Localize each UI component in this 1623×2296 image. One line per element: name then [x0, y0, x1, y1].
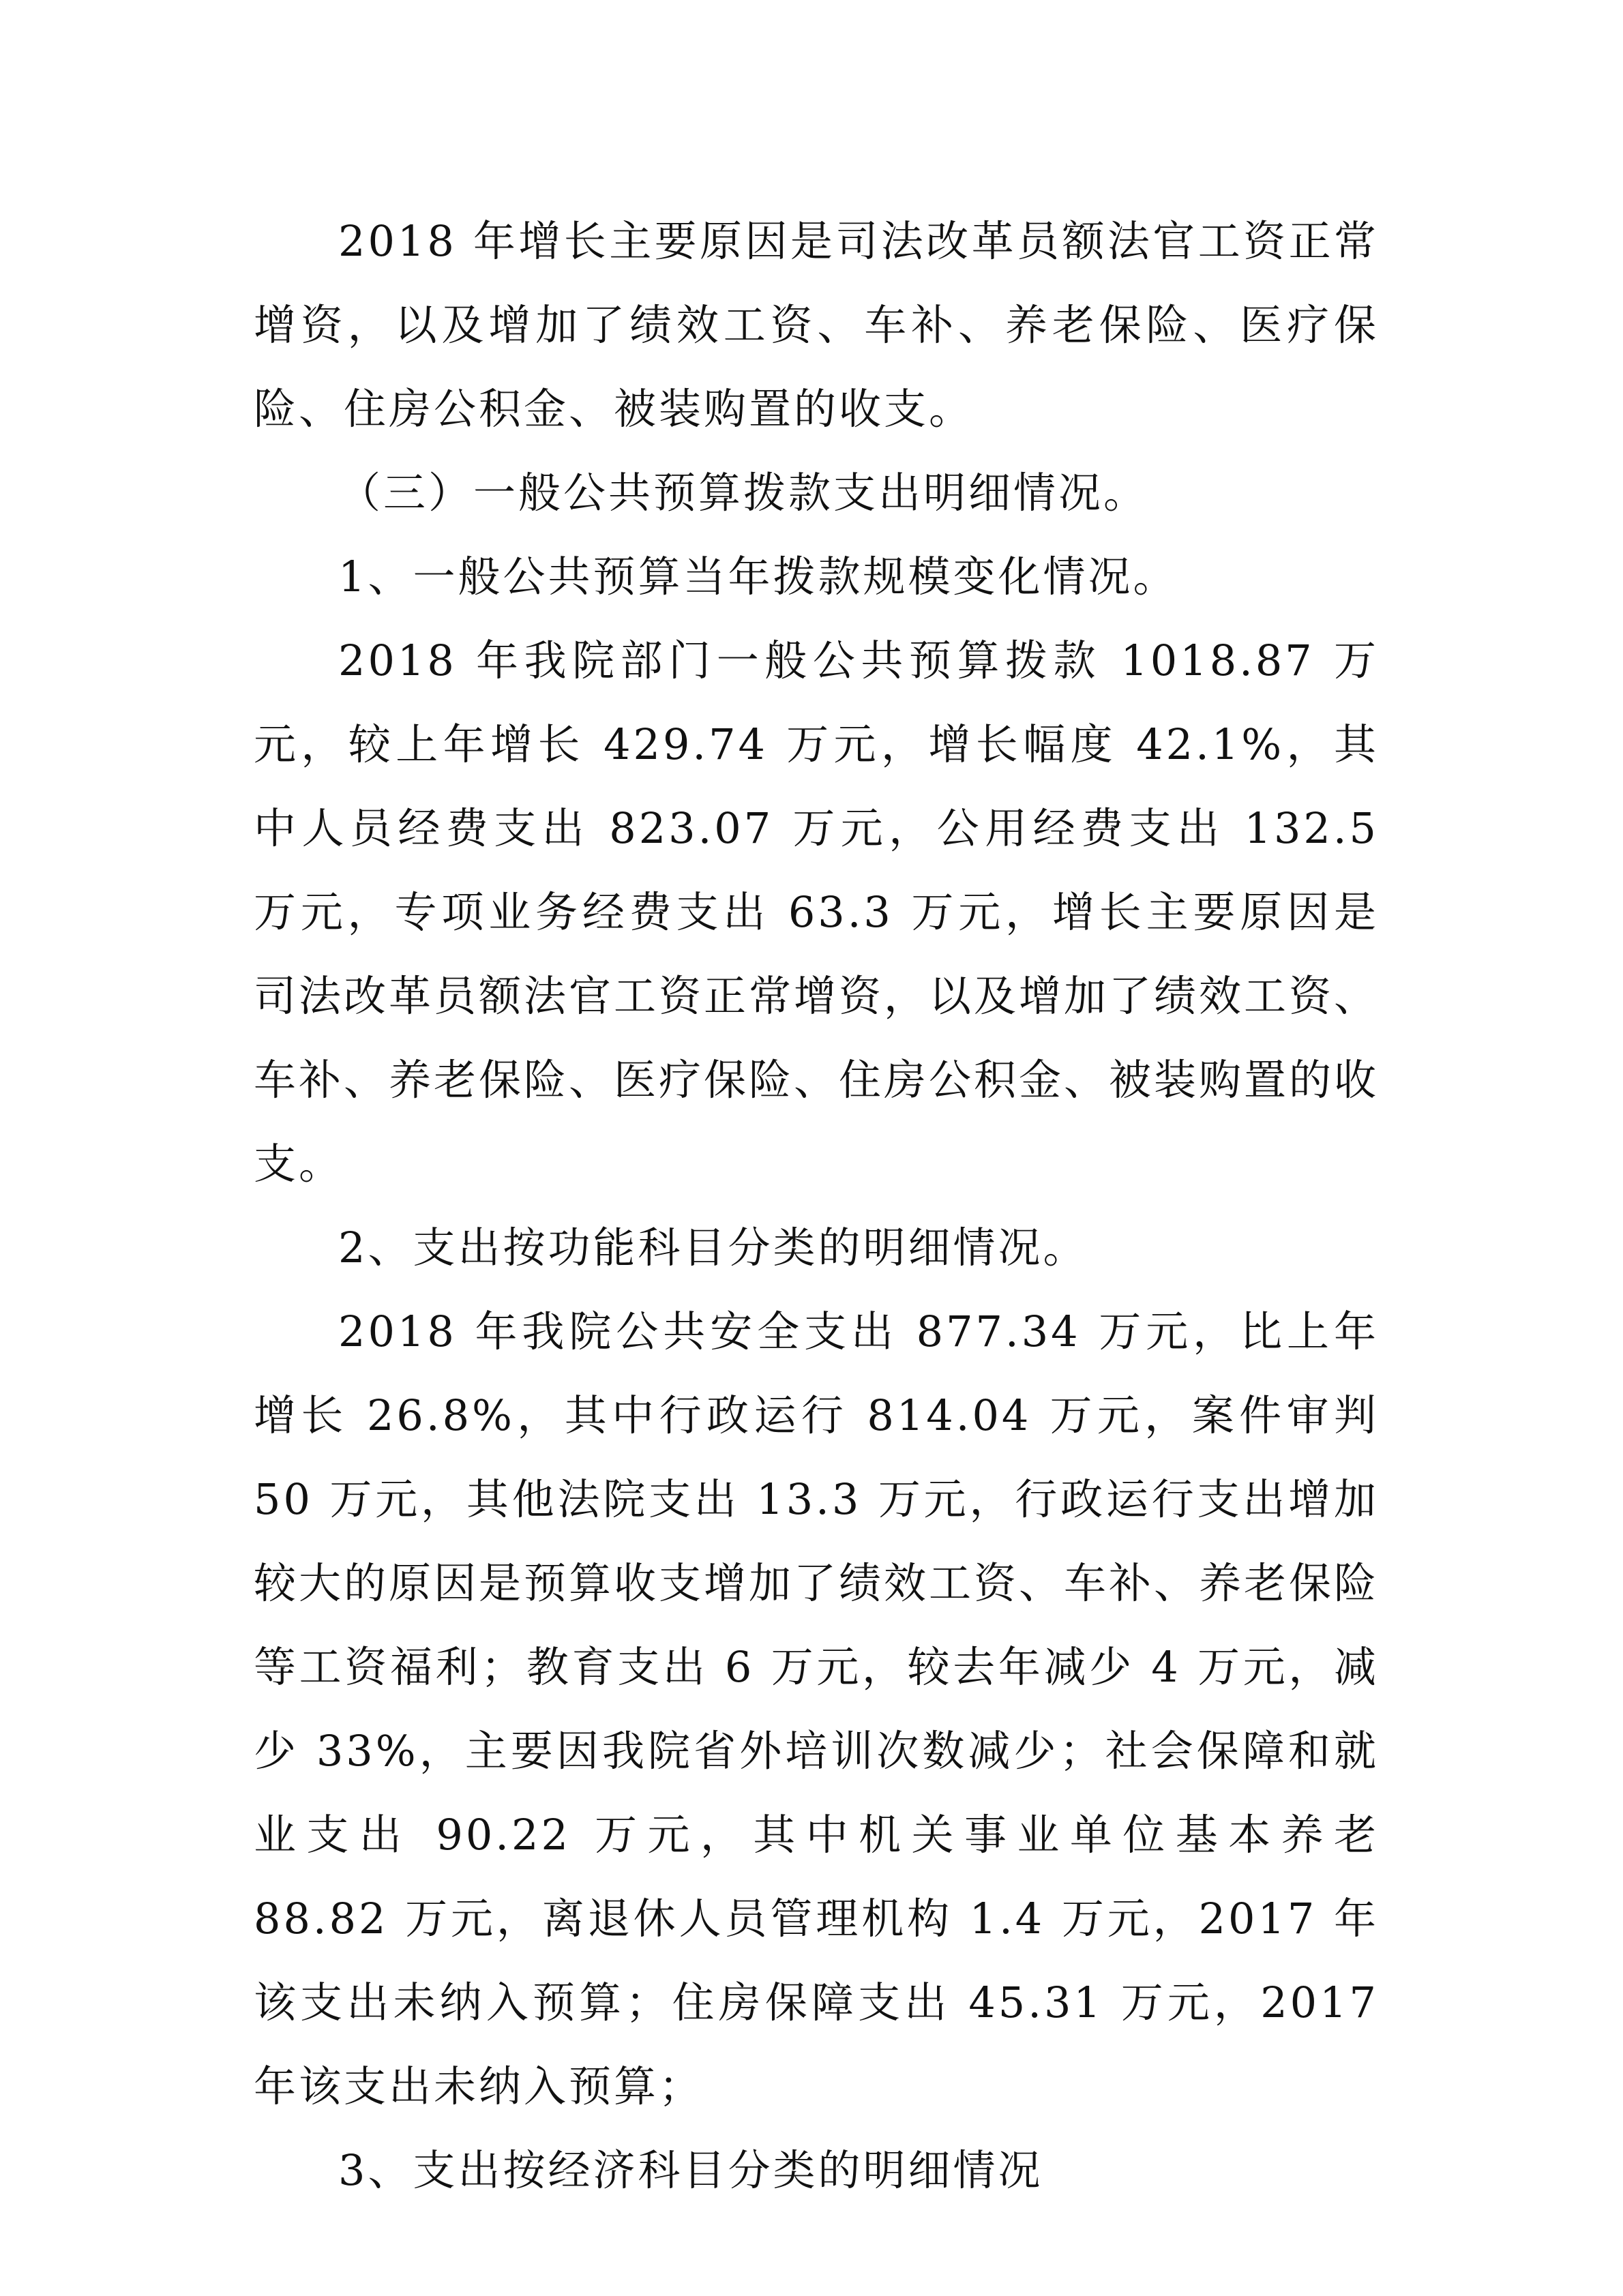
subsection-heading-economic: 3、支出按经济科目分类的明细情况 — [338, 2145, 1043, 2195]
document-body — [254, 199, 1379, 2212]
section-heading-general-budget: （三）一般公共预算拨款支出明细情况。 — [338, 468, 1149, 518]
subsection-heading-functional: 2、支出按功能科目分类的明细情况。 — [338, 1223, 1088, 1272]
subsection-heading-scale-change: 1、一般公共预算当年拨款规模变化情况。 — [338, 552, 1178, 601]
paragraph-budget-allocation: 2018 年我院部门一般公共预算拨款 1018.87 万元，较上年增长 429.74 万元，增长幅度 42.1%，其中人员经费支出 823.07 万元，公用经费支出 132.5 万元，专项业务经费支出 63.3 万元，增长主要原因是司法改革员额法官工资正常增资，以及增加了绩效工资、车补、养老保险、医疗保险、住房公积金、被装购置的收支。 — [254, 636, 1380, 1189]
paragraph-functional-details: 2018 年我院公共安全支出 877.34 万元，比上年增长 26.8%，其中行政运行 814.04 万元，案件审判 50 万元，其他法院支出 13.3 万元，行政运行支出增加较大的原因是预算收支增加了绩效工资、车补、养老保险等工资福利；教育支出 6 万元，较去年减少 4 万元，减少 33%，主要因我院省外培训次数减少；社会保障和就业支出 90.22 万元，其中机关事业单位基本养老 88.82 万元，离退休人员管理机构 1.4 万元，2017 年该支出未纳入预算；住房保障支出 45.31 万元，2017 年该支出未纳入预算； — [254, 1307, 1380, 2111]
paragraph-salary-growth-reason: 2018 年增长主要原因是司法改革员额法官工资正常增资，以及增加了绩效工资、车补、养老保险、医疗保险、住房公积金、被装购置的收支。 — [254, 216, 1379, 434]
